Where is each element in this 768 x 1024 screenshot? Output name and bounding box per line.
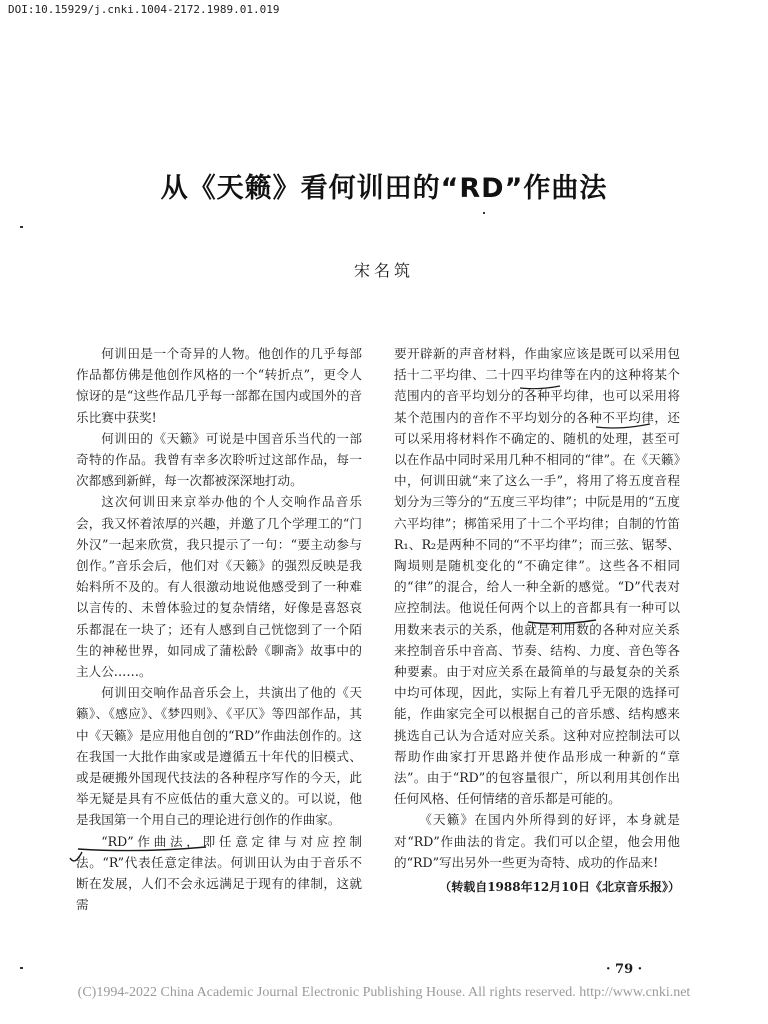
left-column <box>76 343 362 915</box>
margin-mark <box>20 226 23 228</box>
paragraph-3: 这次何训田来京举办他的个人交响作品音乐会，我又怀着浓厚的兴趣，并邀了几个学理工的“门外汉”一起来欣赏，我只提示了一句：“要主动参与创作。”音乐会后，他们对《天籁》的强烈反映是我始料所不及的。有人很激动地说他感受到了一种难以言传的、未曾体验过的复杂情绪，好像是喜怒哀乐都混在一块了；还有人感到自己恍惚到了一个陌生的神秘世界，如同成了蒲松龄《聊斋》故事中的主人公……。 <box>76 494 362 680</box>
article-author: 宋名筑 <box>353 261 414 280</box>
paragraph-continued: 要开辟新的声音材料，作曲家应该是既可以采用包括十二平均律、二十四平均律等在内的这种将某个范围内的音平均划分的各种平均律，也可以采用将某个范围内的音作不平均划分的各种不平均律，还可以采用将材料作不确定的、随机的处理，甚至可以在作品中同时采用几种不相同的“律”。在《天籁》中，何训田就“来了这么一手”，将用了将五度音程划分为三等分的“五度三平均律”；中阮是用的“五度六平均律”；梆笛采用了十二个平均律；自制的竹笛R₁、R₂是两种不同的“不平均律”；而三弦、锯琴、陶埙则是随机变化的“不确定律”。这些各不相同的“律”的混合，给人一种全新的感觉。“D”代表对应控制法。他说任何两个以上的音都具有一种可以用数来表示的关系，他就是利用数的各种对应关系来控制音乐中音高、节奏、结构、力度、音色等各种要素。由于对应关系在最简单的与最复杂的关系中均可体现，因此，实际上有着几乎无限的选择可能，作曲家完全可以根据自己的音乐感、结构感来挑选自己认为合适对应关系。这种对应控制法可以帮助作曲家打开思路并使作品形成一种新的“章法”。由于“RD”的包容量很广，所以利用其创作出任何风格、任何情绪的音乐都是可能的。 <box>394 346 680 807</box>
paragraph-1: 何训田是一个奇异的人物。他创作的几乎每部作品都仿佛是他创作风格的一个“转折点”，更令人惊讶的是“这些作品几乎每一部都在国内或国外的音乐比赛中获奖! <box>76 346 362 425</box>
article-title: 从《天籁》看何训田的“RD”作曲法 <box>160 173 608 204</box>
paragraph-closing: 《天籁》在国内外所得到的好评，本身就是对“RD”作曲法的肯定。我们可以企望，他会用他的“RD”写出另外一些更为奇特、成功的作品来! <box>394 812 680 870</box>
margin-mark <box>20 967 23 969</box>
source-note: （转载自1988年12月10日《北京音乐报》） <box>439 880 680 895</box>
paragraph-5: “RD”作曲法，即任意定律与对应控制法。“R”代表任意定律法。何训田认为由于音乐不断在发展，人们不会永远满足于现有的律制，这就需 <box>76 833 362 913</box>
margin-mark <box>483 212 485 214</box>
footer-copyright: (C)1994-2022 China Academic Journal Electronic Publishing House. All rights reserved. http://www.cnki.net <box>77 985 691 1000</box>
paragraph-2: 何训田的《天籁》可说是中国音乐当代的一部奇特的作品。我曾有幸多次聆听过这部作品，每一次都感到新鲜，每一次都被深深地打动。 <box>76 430 362 489</box>
doi-header: DOI:10.15929/j.cnki.1004-2172.1989.01.019 <box>8 3 280 16</box>
paragraph-4: 何训田交响作品音乐会上，共演出了他的《天籁》、《感应》、《梦四则》、《平仄》等四部作品，其中《天籁》是应用他自创的“RD”作曲法创作的。这在我国一大批作曲家或是遵循五十年代的旧模式、或是硬搬外国现代技法的各种程序写作的今天，此举无疑是具有不应低估的重大意义的。可以说，他是我国第一个用自己的理论进行创作的作曲家。 <box>76 685 362 828</box>
page-number: · 79 · <box>606 962 643 977</box>
right-column <box>394 343 680 898</box>
